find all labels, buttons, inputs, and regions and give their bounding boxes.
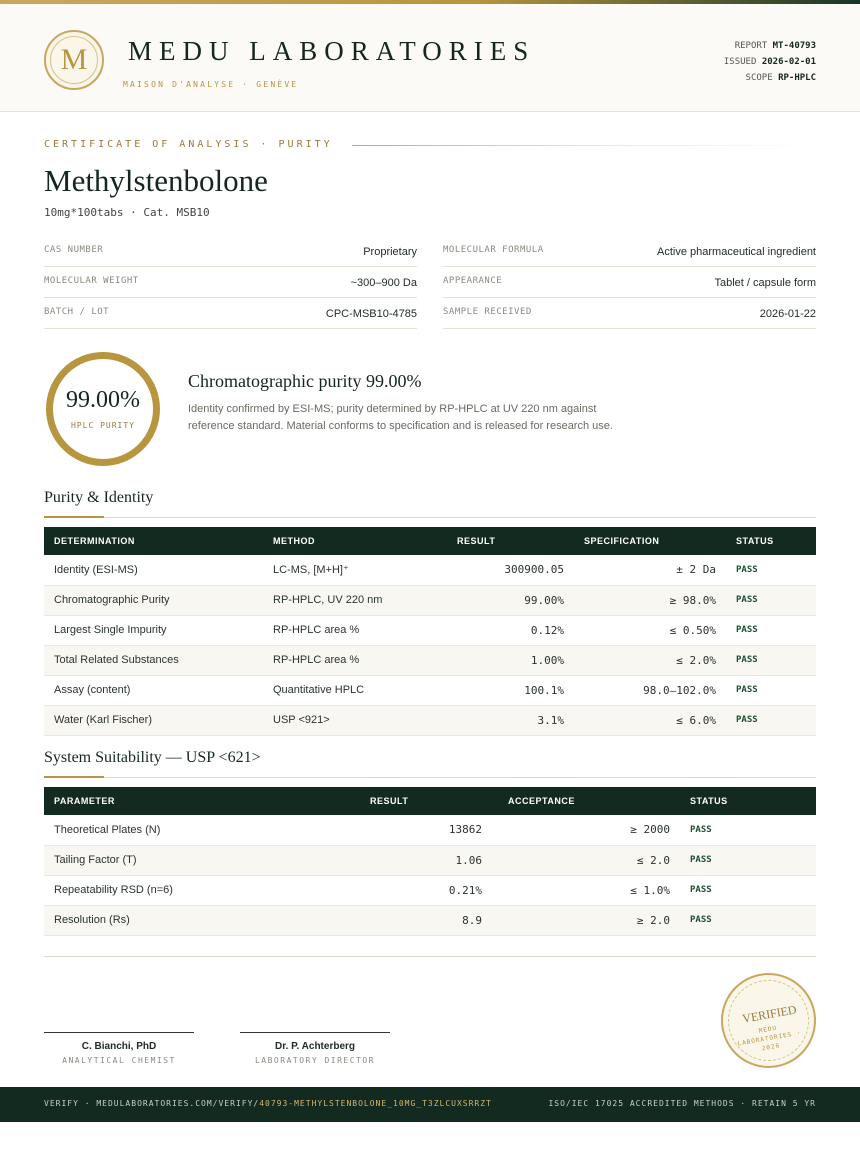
cell-result: 0.12% <box>447 615 574 645</box>
scope-label: SCOPE <box>745 73 773 83</box>
cell-method: RP-HPLC area % <box>263 645 447 675</box>
cell-result: 8.9 <box>344 905 492 935</box>
lab-logo <box>44 30 104 90</box>
section-accent <box>44 776 104 778</box>
signature-divider <box>44 956 816 957</box>
column-header: ACCEPTANCE <box>508 796 575 806</box>
cell-result: 0.21% <box>344 875 492 905</box>
cell-acceptance: ≥ 2000 <box>492 815 680 845</box>
cell-result: 13862 <box>344 815 492 845</box>
issued-date: 2026-02-01 <box>761 57 816 67</box>
column-header: RESULT <box>370 796 409 806</box>
column-header: RESULT <box>457 536 496 546</box>
spec-appearance <box>443 267 816 298</box>
product-title: Methylstenbolone <box>44 163 268 198</box>
cell-method: RP-HPLC area % <box>263 615 447 645</box>
spec-value: Active pharmaceutical ingredient <box>657 246 816 258</box>
brand-name: MEDU LABORATORIES <box>128 36 536 66</box>
purity-label: HPLC PURITY <box>71 421 135 430</box>
column-header: PARAMETER <box>54 796 115 806</box>
spec-label: CAS NUMBER <box>44 245 104 255</box>
status-badge: PASS <box>680 905 816 935</box>
status-badge: PASS <box>680 845 816 875</box>
column-header: STATUS <box>736 536 774 546</box>
spec-label: BATCH / LOT <box>44 307 110 317</box>
purity-summary-title: Chromatographic purity 99.00% <box>188 371 422 391</box>
signer-name: C. Bianchi, PhD <box>81 1041 157 1052</box>
verify-code: 40793-METHYLSTENBOLONE_10MG_T3ZLCUXSRRZT <box>259 1099 492 1108</box>
table-row <box>44 585 816 615</box>
verify-link[interactable] <box>44 1099 492 1108</box>
scope-value: RP-HPLC <box>778 73 816 83</box>
cell-determination: Chromatographic Purity <box>44 585 263 615</box>
page-header <box>0 4 860 112</box>
spec-label: SAMPLE RECEIVED <box>443 307 532 317</box>
cell-specification: ± 2 Da <box>574 555 726 585</box>
section-rule <box>44 777 816 778</box>
table-row <box>44 555 816 585</box>
status-badge: PASS <box>726 615 816 645</box>
spec-label: APPEARANCE <box>443 276 503 286</box>
status-badge: PASS <box>726 645 816 675</box>
table-row <box>44 905 816 935</box>
signature-chemist <box>44 1032 194 1065</box>
spec-formula <box>443 236 816 267</box>
column-header: DETERMINATION <box>54 536 135 546</box>
status-badge: PASS <box>680 875 816 905</box>
cell-parameter: Repeatability RSD (n=6) <box>44 875 344 905</box>
purity-table <box>44 527 816 736</box>
spec-value: Proprietary <box>363 246 417 258</box>
accreditation-note: ISO/IEC 17025 ACCREDITED METHODS · RETAIN 5 YR <box>548 1099 816 1108</box>
table-row <box>44 615 816 645</box>
purity-section-title: Purity & Identity <box>44 489 154 506</box>
suitability-table <box>44 787 816 936</box>
table-row <box>44 845 816 875</box>
cell-specification: ≤ 0.50% <box>574 615 726 645</box>
eyebrow-rule <box>352 145 816 146</box>
cell-parameter: Theoretical Plates (N) <box>44 815 344 845</box>
signer-name: Dr. P. Achterberg <box>274 1041 356 1052</box>
cell-parameter: Resolution (Rs) <box>44 905 344 935</box>
column-header: SPECIFICATION <box>584 536 660 546</box>
purity-summary-text: Identity confirmed by ESI-MS; purity determined by RP-HPLC at UV 220 nm against reference standard. Material conforms to specification and is released for research use. <box>188 403 613 432</box>
report-meta <box>724 38 816 86</box>
cell-result: 300900.05 <box>447 555 574 585</box>
section-accent <box>44 516 104 518</box>
signer-role: ANALYTICAL CHEMIST <box>62 1056 176 1065</box>
table-header-row <box>44 527 816 555</box>
seal-text: MEDU LABORATORIES · 2026 <box>737 1024 802 1053</box>
seal-title: VERIFIED <box>741 1002 798 1026</box>
status-badge: PASS <box>680 815 816 845</box>
verified-seal <box>721 973 816 1068</box>
report-label: REPORT <box>734 41 768 51</box>
cell-specification: ≤ 6.0% <box>574 705 726 735</box>
section-rule <box>44 517 816 518</box>
column-header: STATUS <box>690 796 728 806</box>
cell-method: LC-MS, [M+H]⁺ <box>263 555 447 585</box>
status-badge: PASS <box>726 555 816 585</box>
cell-determination: Water (Karl Fischer) <box>44 705 263 735</box>
cell-specification: ≥ 98.0% <box>574 585 726 615</box>
signature-director <box>240 1032 390 1065</box>
column-header: METHOD <box>273 536 315 546</box>
signer-role: LABORATORY DIRECTOR <box>254 1056 375 1065</box>
spec-value: CPC-MSB10-4785 <box>325 308 417 320</box>
table-row <box>44 645 816 675</box>
status-badge: PASS <box>726 675 816 705</box>
product-subtitle: 10mg*100tabs · Cat. MSB10 <box>44 206 210 219</box>
cell-acceptance: ≥ 2.0 <box>492 905 680 935</box>
brand-tagline: MAISON D'ANALYSE · GENÈVE <box>123 80 299 89</box>
spec-label: MOLECULAR FORMULA <box>443 245 544 255</box>
cell-result: 99.00% <box>447 585 574 615</box>
cell-determination: Largest Single Impurity <box>44 615 263 645</box>
cell-determination: Assay (content) <box>44 675 263 705</box>
cell-parameter: Tailing Factor (T) <box>44 845 344 875</box>
status-badge: PASS <box>726 705 816 735</box>
spec-label: MOLECULAR WEIGHT <box>44 276 139 286</box>
table-row <box>44 705 816 735</box>
suitability-section-title: System Suitability — USP <621> <box>44 749 261 766</box>
cell-result: 3.1% <box>447 705 574 735</box>
verify-prefix: VERIFY · MEDULABORATORIES.COM/VERIFY/ <box>44 1099 260 1108</box>
spec-weight <box>44 267 417 298</box>
spec-batch <box>44 298 417 329</box>
cell-result: 1.06 <box>344 845 492 875</box>
purity-value: 99.00% <box>66 387 140 413</box>
cell-acceptance: ≤ 2.0 <box>492 845 680 875</box>
certificate-eyebrow: CERTIFICATE OF ANALYSIS · PURITY <box>44 139 333 150</box>
spec-cas <box>44 236 417 267</box>
spec-value: Tablet / capsule form <box>714 277 816 289</box>
cell-specification: 98.0–102.0% <box>574 675 726 705</box>
table-row <box>44 815 816 845</box>
cell-acceptance: ≤ 1.0% <box>492 875 680 905</box>
purity-ring <box>46 352 160 466</box>
cell-specification: ≤ 2.0% <box>574 645 726 675</box>
spec-received <box>443 298 816 329</box>
spec-value: 2026-01-22 <box>759 308 816 320</box>
table-row <box>44 875 816 905</box>
report-id: MT-40793 <box>772 41 816 51</box>
cell-result: 1.00% <box>447 645 574 675</box>
cell-determination: Total Related Substances <box>44 645 263 675</box>
cell-method: Quantitative HPLC <box>263 675 447 705</box>
table-header-row <box>44 787 816 815</box>
status-badge: PASS <box>726 585 816 615</box>
table-row <box>44 675 816 705</box>
cell-method: RP-HPLC, UV 220 nm <box>263 585 447 615</box>
issued-label: ISSUED <box>723 57 757 67</box>
spec-value: ~300–900 Da <box>350 277 417 289</box>
cell-method: USP <921> <box>263 705 447 735</box>
cell-determination: Identity (ESI-MS) <box>44 555 263 585</box>
logo-letter: M <box>50 36 98 84</box>
page-footer <box>0 1087 860 1122</box>
seal-inner-ring <box>728 980 809 1061</box>
cell-result: 100.1% <box>447 675 574 705</box>
